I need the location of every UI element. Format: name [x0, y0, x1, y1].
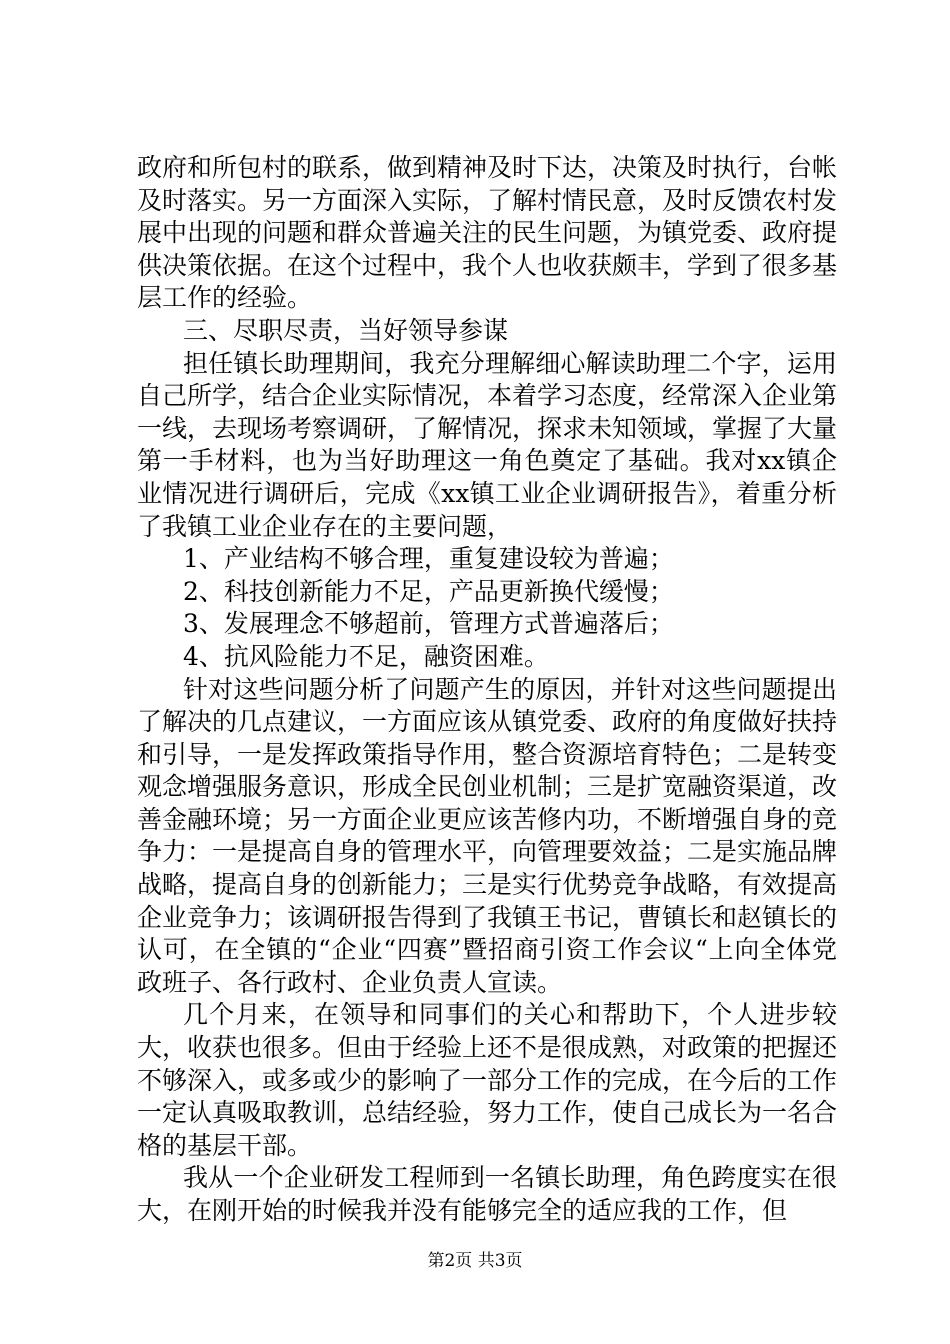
- paragraph: 针对这些问题分析了问题产生的原因，并针对这些问题提出了解决的几点建议，一方面应该从镇党委、政府的角度做好扶持和引导，一是发挥政策指导作用，整合资源培育特色；二是转变观念增强服务意识，形成全民创业机制；三是扩宽融资渠道，改善金融环境；另一方面企业更应该苦修内功，不断增强自身的竞争力：一是提高自身的管理水平，向管理要效益；二是实施品牌战略，提高自身的创新能力；三是实行优势竞争战略，有效提高企业竞争力；该调研报告得到了我镇王书记，曹镇长和赵镇长的认可，在全镇的“企业“四赛”暨招商引资工作会议“上向全体党政班子、各行政村、企业负责人宣读。: [137, 674, 838, 997]
- section-heading: 三、尽职尽责，当好领导参谋: [183, 315, 509, 345]
- list-item: 1、产业结构不够合理，重复建设较为普遍；: [183, 544, 674, 574]
- paragraph: 担任镇长助理期间，我充分理解细心解读助理二个字，运用自己所学，结合企业实际情况，本着学习态度，经常深入企业第一线，去现场考察调研，了解情况，探求未知领域，掌握了大量第一手材料，也为当好助理这一角色奠定了基础。我对xx镇企业情况进行调研后，完成《xx镇工业企业调研报告》，着重分析了我镇工业企业存在的主要问题，: [137, 348, 838, 541]
- page-footer: 第2页 共3页: [427, 1251, 523, 1271]
- list-item: 4、抗风险能力不足，融资困难。: [183, 641, 549, 671]
- paragraph: 我从一个企业研发工程师到一名镇长助理，角色跨度实在很大，在刚开始的时候我并没有能够完全的适应我的工作，但: [137, 1163, 837, 1225]
- paragraph: 政府和所包村的联系，做到精神及时下达，决策及时执行，台帐及时落实。另一方面深入实际，了解村情民意，及时反馈农村发展中出现的问题和群众普遍关注的民生问题，为镇党委、政府提供决策依据。在这个过程中，我个人也收获颇丰，学到了很多基层工作的经验。: [137, 153, 838, 313]
- document-body: [137, 152, 837, 1228]
- list-item: 2、科技创新能力不足，产品更新换代缓慢；: [183, 576, 674, 606]
- list-item: 3、发展理念不够超前，管理方式普遍落后；: [183, 609, 674, 639]
- paragraph: 几个月来，在领导和同事们的关心和帮助下，个人进步较大，收获也很多。但由于经验上还不是很成熟，对政策的把握还不够深入，或多或少的影响了一部分工作的完成，在今后的工作一定认真吸取教训，总结经验，努力工作，使自己成长为一名合格的基层干部。: [137, 1000, 838, 1160]
